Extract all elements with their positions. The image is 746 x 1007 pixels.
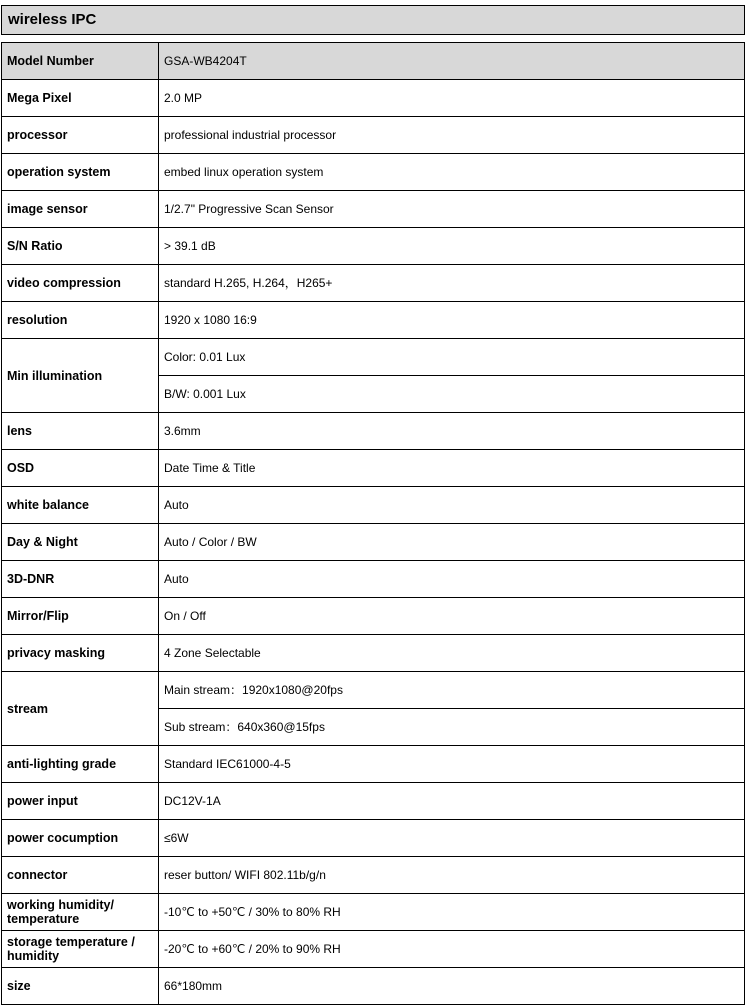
table-row: [2, 635, 745, 672]
row-label: anti-lighting grade: [2, 746, 159, 783]
row-label: stream: [2, 672, 159, 746]
row-label: Min illumination: [2, 339, 159, 413]
row-label: image sensor: [2, 191, 159, 228]
row-value: 3.6mm: [159, 413, 745, 450]
row-label: Mirror/Flip: [2, 598, 159, 635]
table-row: [2, 80, 745, 117]
row-value: Auto / Color / BW: [159, 524, 745, 561]
row-value: 4 Zone Selectable: [159, 635, 745, 672]
row-value: On / Off: [159, 598, 745, 635]
spec-table-body: [2, 43, 745, 1005]
row-label: Model Number: [2, 43, 159, 80]
table-row: [2, 894, 745, 931]
row-value: GSA-WB4204T: [159, 43, 745, 80]
table-row: [2, 228, 745, 265]
table-row: [2, 450, 745, 487]
row-value: DC12V-1A: [159, 783, 745, 820]
row-label: white balance: [2, 487, 159, 524]
row-value: 1920 x 1080 16:9: [159, 302, 745, 339]
row-value: standard H.265, H.264，H265+: [159, 265, 745, 302]
table-row: [2, 302, 745, 339]
row-label: Mega Pixel: [2, 80, 159, 117]
table-row: [2, 783, 745, 820]
row-value: Date Time & Title: [159, 450, 745, 487]
table-row: [2, 524, 745, 561]
table-row: [2, 413, 745, 450]
row-value: reser button/ WIFI 802.11b/g/n: [159, 857, 745, 894]
table-row: [2, 117, 745, 154]
table-row: [2, 191, 745, 228]
table-row: [2, 931, 745, 968]
row-value: B/W: 0.001 Lux: [159, 376, 745, 413]
row-label: operation system: [2, 154, 159, 191]
row-value: Color: 0.01 Lux: [159, 339, 745, 376]
row-label: S/N Ratio: [2, 228, 159, 265]
table-row: [2, 598, 745, 635]
row-value: Auto: [159, 561, 745, 598]
spec-table: [1, 42, 745, 1005]
row-label: working humidity/ temperature: [2, 894, 159, 931]
row-value: -20℃ to +60℃ / 20% to 90% RH: [159, 931, 745, 968]
row-label: video compression: [2, 265, 159, 302]
table-row: [2, 339, 745, 376]
row-value: 66*180mm: [159, 968, 745, 1005]
row-label: connector: [2, 857, 159, 894]
row-label: privacy masking: [2, 635, 159, 672]
table-row: [2, 265, 745, 302]
table-row: [2, 154, 745, 191]
row-value: professional industrial processor: [159, 117, 745, 154]
table-row: [2, 672, 745, 709]
row-label: size: [2, 968, 159, 1005]
table-row: [2, 968, 745, 1005]
row-label: storage temperature / humidity: [2, 931, 159, 968]
row-label: resolution: [2, 302, 159, 339]
row-value: > 39.1 dB: [159, 228, 745, 265]
row-value: 2.0 MP: [159, 80, 745, 117]
row-value: Standard IEC61000-4-5: [159, 746, 745, 783]
row-value: Auto: [159, 487, 745, 524]
row-label: Day & Night: [2, 524, 159, 561]
table-row: [2, 43, 745, 80]
row-label: processor: [2, 117, 159, 154]
row-label: 3D-DNR: [2, 561, 159, 598]
table-row: [2, 746, 745, 783]
row-value: embed linux operation system: [159, 154, 745, 191]
row-value: Sub stream：640x360@15fps: [159, 709, 745, 746]
table-row: [2, 820, 745, 857]
row-value: Main stream：1920x1080@20fps: [159, 672, 745, 709]
row-value: -10℃ to +50℃ / 30% to 80% RH: [159, 894, 745, 931]
table-row: [2, 487, 745, 524]
page-title: wireless IPC: [1, 5, 745, 35]
row-label: power input: [2, 783, 159, 820]
row-label: lens: [2, 413, 159, 450]
row-label: OSD: [2, 450, 159, 487]
row-value: ≤6W: [159, 820, 745, 857]
table-row: [2, 561, 745, 598]
row-label: power cocumption: [2, 820, 159, 857]
table-row: [2, 857, 745, 894]
row-value: 1/2.7" Progressive Scan Sensor: [159, 191, 745, 228]
